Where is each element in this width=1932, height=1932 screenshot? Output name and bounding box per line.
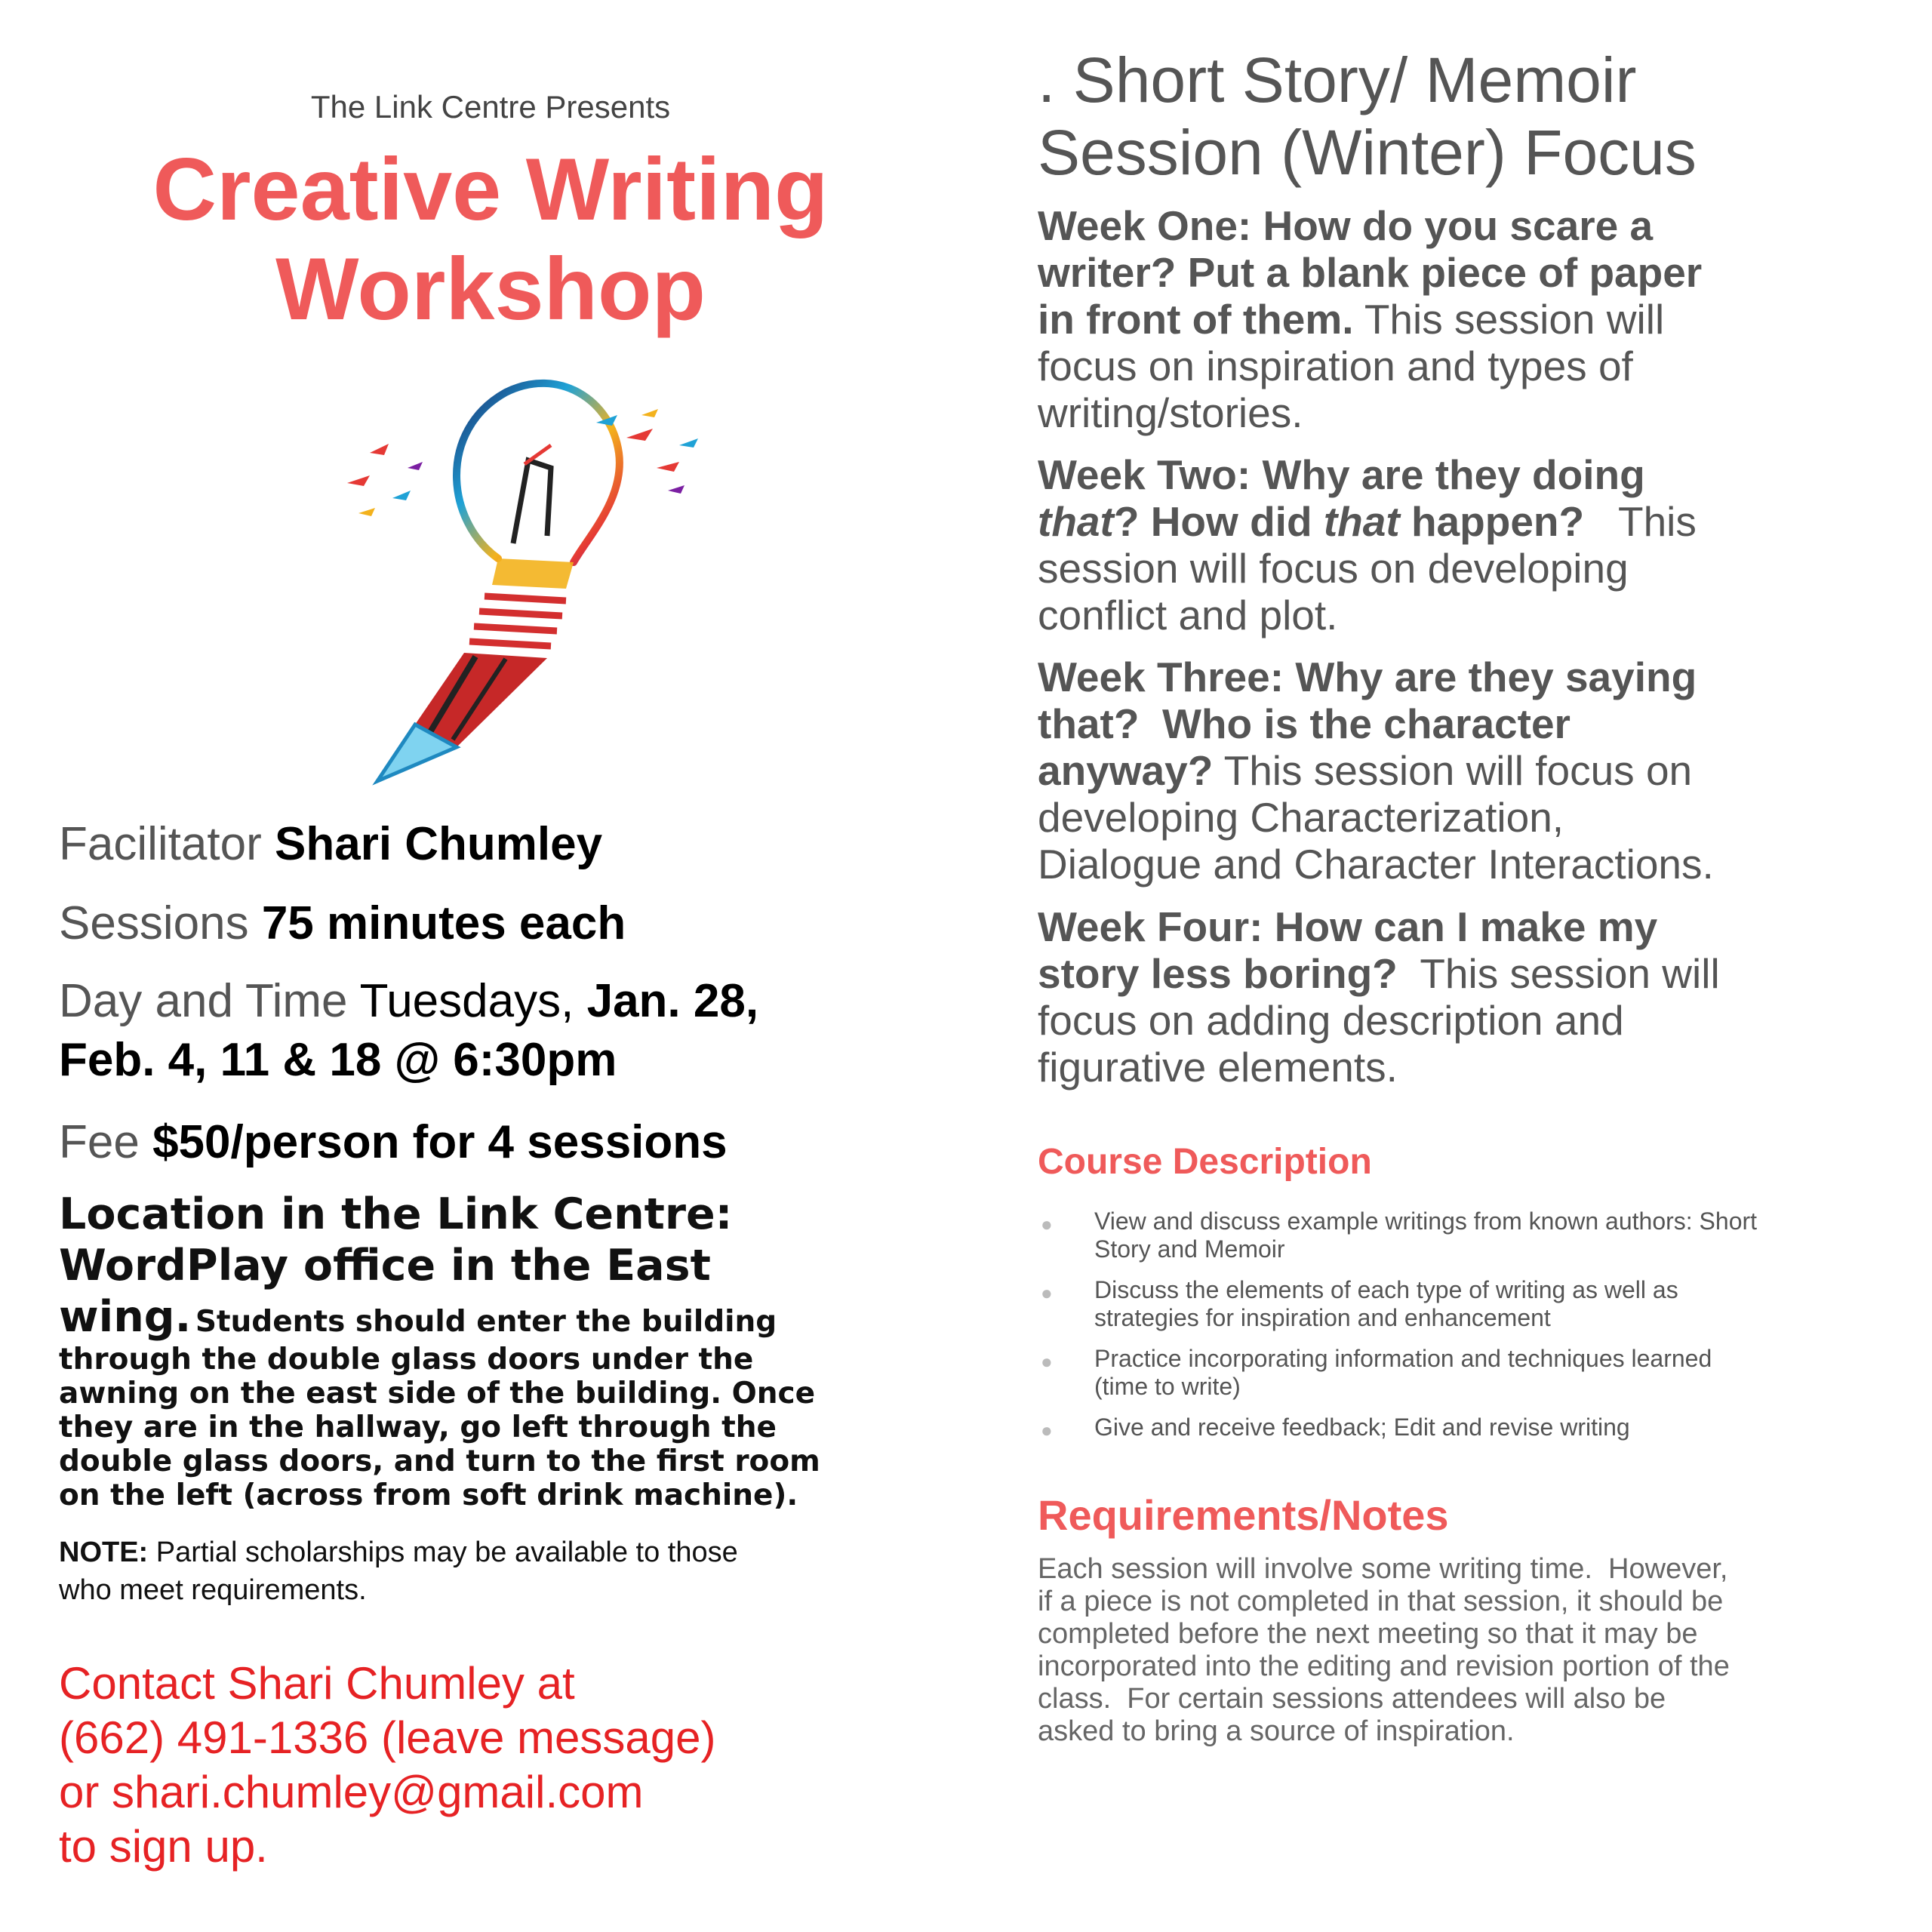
list-item: ● Practice incorporating information and techniques learned (time to write) bbox=[1041, 1345, 1712, 1400]
week-two-bold-3: happen? bbox=[1399, 498, 1585, 545]
session-focus-line-1: . Short Story/ Memoir bbox=[1038, 45, 1637, 115]
week-two-line-3: session will focus on developing bbox=[1038, 545, 1629, 592]
week-three-line-3: This session will focus on bbox=[1213, 747, 1693, 794]
contact-block bbox=[59, 1657, 964, 1874]
week-one-line-1: Week One: How do you scare a bbox=[1038, 202, 1654, 249]
week-two-italic-1: that bbox=[1038, 498, 1114, 545]
bullet-icon: ● bbox=[1041, 1213, 1053, 1235]
week-one-line-3: This session will bbox=[1353, 296, 1665, 343]
contact-line-4: to sign up. bbox=[59, 1821, 268, 1872]
week-one-line-3-bold: in front of them. bbox=[1038, 296, 1354, 343]
fee-label: Fee bbox=[59, 1116, 140, 1168]
list-item: ● Discuss the elements of each type of writing as well as strategies for inspiration and enhancement bbox=[1041, 1276, 1678, 1331]
day-time-row bbox=[59, 972, 964, 1090]
week-four-line-2-bold: story less boring? bbox=[1038, 950, 1398, 997]
requirements-heading: Requirements/Notes bbox=[1038, 1491, 1449, 1539]
bullet-icon: ● bbox=[1041, 1419, 1053, 1441]
week-four-line-4: figurative elements. bbox=[1038, 1044, 1398, 1091]
page-title bbox=[0, 140, 981, 339]
week-three-line-1: Week Three: Why are they saying bbox=[1038, 654, 1697, 700]
sessions-value: 75 minutes each bbox=[261, 897, 626, 949]
week-two-italic-2: that bbox=[1323, 498, 1400, 545]
sessions-row bbox=[59, 894, 964, 953]
week-three-line-3-bold: anyway? bbox=[1038, 747, 1214, 794]
fee-row bbox=[59, 1113, 964, 1172]
week-one bbox=[1038, 202, 1913, 436]
week-one-line-4: focus on inspiration and types of bbox=[1038, 343, 1633, 389]
directions-line-4: they are in the hallway, go left through the bbox=[59, 1411, 777, 1444]
directions-line-5: double glass doors, and turn to the first room bbox=[59, 1444, 820, 1478]
week-two-line-4: conflict and plot. bbox=[1038, 592, 1338, 638]
requirements-body: Each session will involve some writing time. However, if a piece is not completed in that session, it should be completed before the next meeting so that it may be incorporated into the editing and revision portion of the class. For certain sessions attendees will also be asked to bring a source of inspiration. bbox=[1038, 1553, 1730, 1747]
title-line-1: Creative Writing bbox=[152, 140, 829, 238]
session-focus-heading bbox=[1038, 44, 1913, 189]
week-three-line-4: developing Characterization, bbox=[1038, 794, 1564, 841]
contact-email: or shari.chumley@gmail.com bbox=[59, 1767, 644, 1817]
week-two bbox=[1038, 451, 1913, 638]
day-time-label: Day and Time bbox=[59, 975, 348, 1027]
facilitator-label: Facilitator bbox=[59, 818, 262, 870]
contact-phone: (662) 491-1336 (leave message) bbox=[59, 1712, 716, 1763]
week-four bbox=[1038, 903, 1913, 1091]
note-block bbox=[59, 1534, 964, 1609]
list-item: ● Give and receive feedback; Edit and revise writing bbox=[1038, 1414, 1913, 1441]
day-time-dates-1: Jan. 28, bbox=[586, 975, 759, 1027]
directions-line-2: through the double glass doors under the bbox=[59, 1343, 754, 1377]
location-line-2: WordPlay office in the East bbox=[59, 1241, 711, 1291]
directions-line-3: awning on the east side of the building. Once bbox=[59, 1377, 816, 1411]
week-three-line-5: Dialogue and Character Interactions. bbox=[1038, 841, 1714, 888]
session-focus-line-2: Session (Winter) Focus bbox=[1038, 117, 1697, 188]
week-one-line-2: writer? Put a blank piece of paper bbox=[1038, 249, 1703, 296]
week-two-bold-2: ? How did bbox=[1113, 498, 1324, 545]
note-line-1: Partial scholarships may be available to those bbox=[155, 1537, 738, 1568]
location-line-1: Location in the Link Centre: bbox=[59, 1189, 733, 1239]
presenter-line: The Link Centre Presents bbox=[310, 89, 671, 125]
directions-line-1: Students should enter the building bbox=[195, 1305, 777, 1339]
week-three-line-2: that? Who is the character bbox=[1038, 700, 1571, 747]
facilitator-row bbox=[59, 815, 964, 874]
directions-line-6: on the left (across from soft drink machine). bbox=[59, 1478, 798, 1512]
week-two-line-1: Week Two: Why are they doing bbox=[1038, 451, 1645, 498]
facilitator-name: Shari Chumley bbox=[274, 818, 603, 870]
fee-value: $50/person for 4 sessions bbox=[152, 1116, 728, 1168]
day-time-day: Tuesdays, bbox=[359, 975, 574, 1027]
bullet-icon: ● bbox=[1041, 1350, 1053, 1373]
course-description-list bbox=[1038, 1208, 1913, 1454]
lightbulb-pencil-icon bbox=[325, 370, 717, 792]
day-time-dates-2: Feb. 4, 11 & 18 @ 6:30pm bbox=[59, 1034, 617, 1086]
week-four-line-3: focus on adding description and bbox=[1038, 997, 1624, 1044]
location-line-3: wing. bbox=[59, 1292, 192, 1342]
week-two-line-2: This bbox=[1584, 498, 1697, 545]
week-four-line-2: This session will bbox=[1397, 950, 1720, 997]
week-four-line-1: Week Four: How can I make my bbox=[1038, 903, 1658, 950]
list-item: ● View and discuss example writings from known authors: Short Story and Memoir bbox=[1041, 1208, 1758, 1263]
sessions-label: Sessions bbox=[59, 897, 249, 949]
week-three bbox=[1038, 654, 1913, 888]
location-block bbox=[59, 1189, 964, 1512]
bullet-icon: ● bbox=[1041, 1281, 1053, 1304]
note-label: NOTE: bbox=[59, 1537, 149, 1568]
note-line-2: who meet requirements. bbox=[59, 1574, 367, 1606]
course-description-heading: Course Description bbox=[1038, 1142, 1372, 1182]
week-one-line-5: writing/stories. bbox=[1038, 389, 1303, 436]
contact-line-1: Contact Shari Chumley at bbox=[59, 1658, 575, 1709]
title-line-2: Workshop bbox=[275, 239, 706, 338]
